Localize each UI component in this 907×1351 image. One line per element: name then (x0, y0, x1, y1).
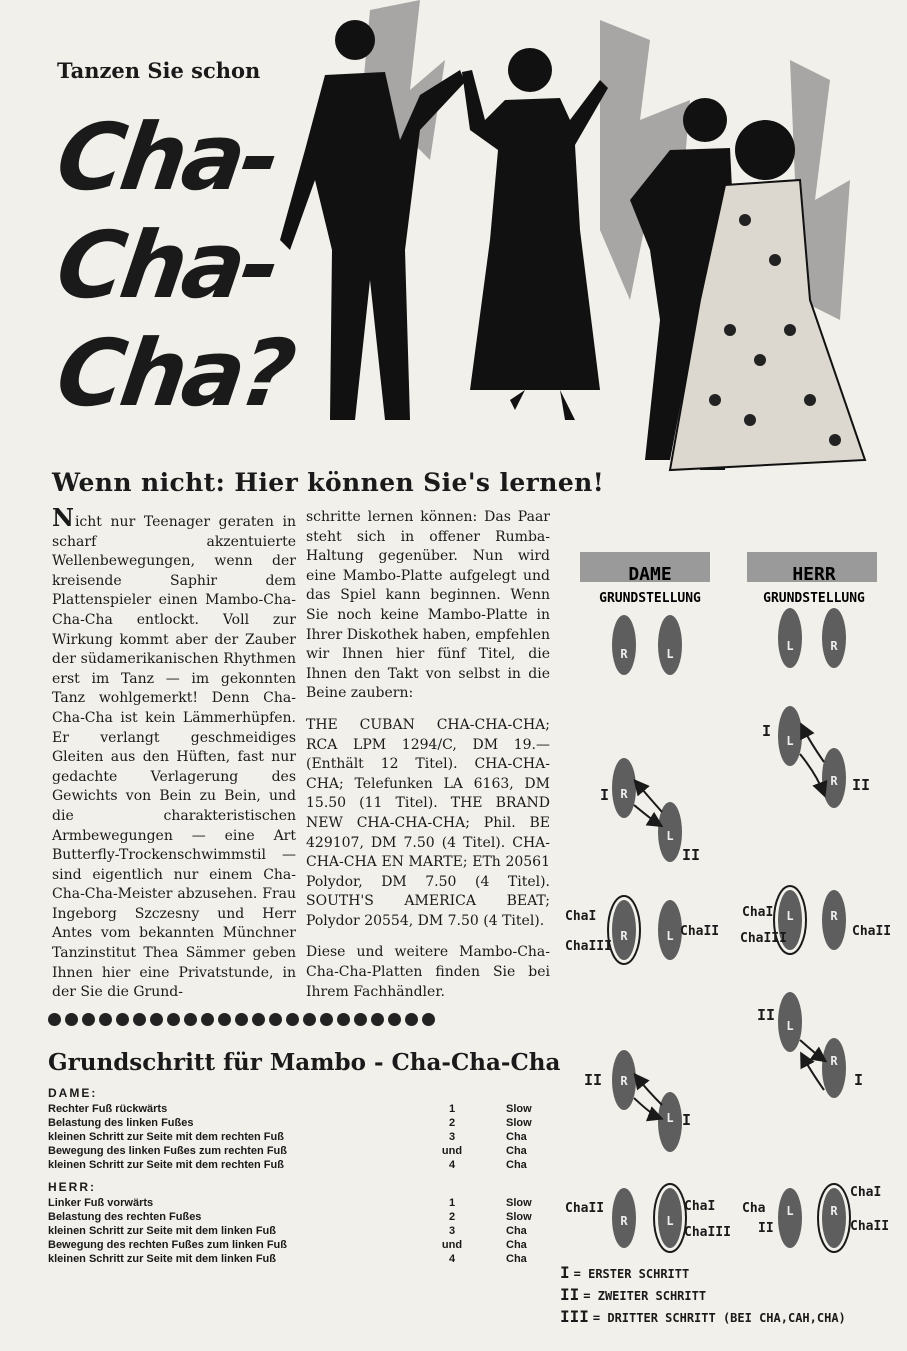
divider-dot (218, 1013, 231, 1026)
dame-steps (48, 1086, 548, 1172)
step-description: Belastung des rechten Fußes (48, 1211, 202, 1223)
divider-dot (48, 1013, 61, 1026)
herr-subtitle: GRUNDSTELLUNG (763, 591, 865, 606)
step-row (48, 1102, 548, 1116)
step-mark: II (584, 1071, 603, 1089)
herr-steps (48, 1180, 548, 1266)
dame-label: DAME: (48, 1086, 98, 1100)
legend-item (560, 1306, 846, 1328)
step-mark: II (757, 1006, 776, 1024)
divider-dot (337, 1013, 350, 1026)
foot-label: L (786, 909, 794, 923)
divider-dot (99, 1013, 112, 1026)
foot-label: L (786, 639, 794, 653)
record-list: THE CUBAN CHA-CHA-CHA; RCA LPM 1294/C, DM 19.— (Enthält 12 Titel). CHA-CHA-CHA; Telefunken LA 6163, DM 15.50 (11 Titel). THE BRAND NEW CHA-CHA-CHA; Phil. BE 429107, DM 7.50 (4 Titel). CHA-CHA-CHA EN MARTE; ETh 20561 Polydor, DM 7.50 (4 Titel). SOUTH'S AMERICA BEAT; Polydor 20554, DM 7.50 (4 Titel). (306, 716, 550, 929)
title-line-1: Cha- (50, 104, 283, 211)
foot-label: R (830, 909, 838, 923)
step-row (48, 1252, 548, 1266)
dame-subtitle: GRUNDSTELLUNG (599, 591, 701, 606)
step-beat: Cha (506, 1239, 527, 1251)
foot-label: L (786, 734, 794, 748)
foot-label: R (830, 1204, 838, 1218)
step-beat: Slow (506, 1211, 532, 1223)
legend-symbol: III (560, 1307, 589, 1326)
foot-label: R (830, 639, 838, 653)
cha-mark: Cha (742, 1201, 766, 1216)
legend-item (560, 1284, 846, 1306)
step-count: 2 (448, 1211, 456, 1223)
cha-mark: ChaI (684, 1199, 716, 1214)
step-count: 3 (448, 1131, 456, 1143)
step-count: 1 (448, 1197, 456, 1209)
step-row (48, 1116, 548, 1130)
legend-text: = ZWEITER SCHRITT (583, 1289, 707, 1303)
divider-dot (252, 1013, 265, 1026)
step-description: Belastung des linken Fußes (48, 1117, 194, 1129)
step-description: kleinen Schritt zur Seite mit dem rechten Fuß (48, 1159, 284, 1171)
legend-symbol: I (560, 1263, 570, 1282)
step-row (48, 1224, 548, 1238)
step-count: 3 (448, 1225, 456, 1237)
title-line-2: Cha- (50, 212, 283, 319)
cha-mark: ChaI (850, 1185, 882, 1200)
foot-label: L (786, 1204, 794, 1218)
step-beat: Cha (506, 1159, 527, 1171)
herr-heading: HERR (792, 564, 836, 585)
step-mark: I (762, 722, 772, 740)
step-row (48, 1158, 548, 1172)
step-description: Linker Fuß vorwärts (48, 1197, 154, 1209)
title-line-3: Cha? (50, 320, 299, 427)
cha-mark: ChaIII (565, 939, 612, 954)
article-col2-intro: schritte lernen können: Das Paar steht sich in offener Rumba-Haltung gegenüber. Nun wird eine Mambo-Platte aufgelegt und das Spiel kann beginnen. Wenn Sie noch keine Mambo-Platte in Ihrer Diskothek haben, empfehlen wir Ihnen hier fünf Titel, die Ihnen den Takt von selbst in die Beine zaubern: (306, 509, 550, 702)
footstep-diagram (562, 550, 907, 1351)
step-description: kleinen Schritt zur Seite mit dem rechten Fuß (48, 1131, 284, 1143)
divider-dot (354, 1013, 367, 1026)
foot-label: R (830, 1054, 838, 1068)
divider-dot (320, 1013, 333, 1026)
step-mark: II (852, 776, 871, 794)
foot-label: L (666, 1111, 674, 1125)
divider-dot (371, 1013, 384, 1026)
divider-dot (201, 1013, 214, 1026)
legend-text: = ERSTER SCHRITT (573, 1267, 690, 1281)
foot-label: L (666, 829, 674, 843)
step-beat: Cha (506, 1131, 527, 1143)
cha-mark: ChaI (565, 909, 597, 924)
herr-label: HERR: (48, 1180, 96, 1194)
foot-label: L (666, 647, 674, 661)
cha-mark: ChaIII (740, 931, 787, 946)
cha-mark: II (758, 1221, 774, 1236)
article-col1-text: icht nur Teenager geraten in scharf akzentuierte Wellenbewegungen, wenn der kreisende Saphir dem Plattenspieler einen Mambo-Cha-Cha-Cha entlockt. Voll zur Wirkung kommt aber der Zauber der südamerikanischen Rhythmen erst im Tanz — im gekonnten Tanz wohlgemerkt! Denn Cha-Cha-Cha ist kein Lämmerhüpfen. Er verlangt geschmeidiges Gleiten aus den Hüften, fast nur gedachte Verlagerung des Gewichts von Bein zu Bein, und die charakteristischen Armbewegungen — eine Art Butterfly-Trockenschwimmstil — sind eigentlich nur einem Cha-Cha-Cha-Meister abzusehen. Frau Ingeborg Szczesny und Herr Antes vom bekannten Münchner Tanzinstitut Thea Sämmer geben Ihnen hier eine Privatstunde, in der Sie die Grund- (52, 514, 296, 1001)
divider-dot (303, 1013, 316, 1026)
step-mark: II (682, 846, 701, 864)
foot-label: L (786, 1019, 794, 1033)
divider-dot (116, 1013, 129, 1026)
step-row (48, 1238, 548, 1252)
step-row (48, 1144, 548, 1158)
divider-dot (167, 1013, 180, 1026)
step-description: kleinen Schritt zur Seite mit dem linken Fuß (48, 1253, 276, 1265)
foot-label: R (830, 774, 838, 788)
cha-mark: ChaII (850, 1219, 890, 1234)
foot-label: R (620, 1074, 628, 1088)
divider-dot (133, 1013, 146, 1026)
step-description: kleinen Schritt zur Seite mit dem linken Fuß (48, 1225, 276, 1237)
step-description: Bewegung des rechten Fußes zum linken Fuß (48, 1239, 287, 1251)
legend (560, 1262, 846, 1328)
step-beat: Slow (506, 1103, 532, 1115)
divider-dot (405, 1013, 418, 1026)
foot-label: R (620, 1214, 628, 1228)
step-beat: Slow (506, 1197, 532, 1209)
step-count: und (441, 1145, 463, 1157)
step-count: 1 (448, 1103, 456, 1115)
legend-item (560, 1262, 846, 1284)
cha-mark: ChaII (852, 924, 892, 939)
step-beat: Cha (506, 1253, 527, 1265)
headline: Wenn nicht: Hier können Sie's lernen! (52, 468, 605, 497)
divider-dot (388, 1013, 401, 1026)
step-mark: I (600, 786, 610, 804)
foot-label: R (620, 647, 628, 661)
step-row (48, 1196, 548, 1210)
step-description: Rechter Fuß rückwärts (48, 1103, 168, 1115)
step-description: Bewegung des linken Fußes zum rechten Fuß (48, 1145, 287, 1157)
kicker: Tanzen Sie schon (57, 58, 261, 83)
dot-divider (48, 1013, 435, 1026)
divider-dot (184, 1013, 197, 1026)
article-col2-outro: Diese und weitere Mambo-Cha-Cha-Cha-Platten finden Sie bei Ihrem Fachhändler. (306, 944, 550, 1000)
herr-rows (48, 1196, 548, 1266)
step-row (48, 1210, 548, 1224)
divider-dot (422, 1013, 435, 1026)
foot-label: R (620, 929, 628, 943)
cha-mark: ChaII (680, 924, 720, 939)
foot-label: L (666, 1214, 674, 1228)
divider-dot (269, 1013, 282, 1026)
dame-rows (48, 1102, 548, 1172)
foot-label: R (620, 787, 628, 801)
section-title: Grundschritt für Mambo - Cha-Cha-Cha (48, 1049, 561, 1076)
step-mark: I (682, 1111, 692, 1129)
step-beat: Cha (506, 1225, 527, 1237)
step-count: 4 (448, 1253, 456, 1265)
legend-text: = DRITTER SCHRITT (BEI CHA,CAH,CHA) (592, 1311, 846, 1325)
cha-mark: ChaIII (684, 1225, 731, 1240)
divider-dot (82, 1013, 95, 1026)
dancers-photo (270, 0, 907, 500)
foot-label: L (666, 929, 674, 943)
article-column-2 (306, 508, 550, 1014)
dame-heading: DAME (628, 564, 672, 585)
cha-mark: ChaII (565, 1201, 605, 1216)
legend-symbol: II (560, 1285, 580, 1304)
step-count: und (441, 1239, 463, 1251)
step-count: 2 (448, 1117, 456, 1129)
step-count: 4 (448, 1159, 456, 1171)
divider-dot (286, 1013, 299, 1026)
step-mark: I (854, 1071, 864, 1089)
drop-cap: N (52, 503, 74, 532)
article-column-1 (52, 503, 296, 1015)
divider-dot (235, 1013, 248, 1026)
divider-dot (150, 1013, 163, 1026)
divider-dot (65, 1013, 78, 1026)
step-row (48, 1130, 548, 1144)
cha-mark: ChaI (742, 905, 774, 920)
step-beat: Slow (506, 1117, 532, 1129)
step-beat: Cha (506, 1145, 527, 1157)
